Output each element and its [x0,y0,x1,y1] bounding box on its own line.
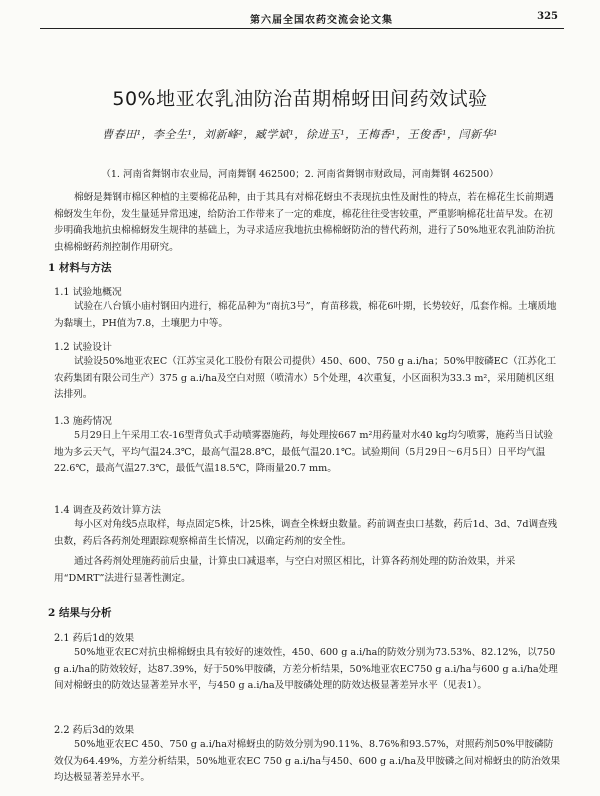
section-2-heading: 2 结果与分析 [48,607,112,619]
subsection-2-2-heading: 2.2 药后3d的效果 [54,725,135,736]
subsection-1-3-heading: 1.3 施药情况 [54,416,112,427]
section-1-heading: 1 材料与方法 [48,262,112,274]
subsection-2-1-text: 50%地亚农EC对抗虫棉棉蚜虫具有较好的速效性，450、600 g a.i/ha的防效分别为73.53%、82.12%，以750 g a.i/ha的防效较好，达87.39%，好于50%甲胺磷，方差分析结果，50%地亚农EC750 g a.i/ha与600 g a.i/ha处理间对棉蚜虫的防效达显著差异水平，与450 g a.i/ha及甲胺磷处理的防效达极显著差异水平（见表1）。 [54,647,558,691]
subsection-1-1-heading: 1.1 试验地概况 [54,287,122,298]
subsection-1-3-text: 5月29日上午采用工农-16型背负式手动喷雾器施药，每处理按667 m²用药量对水40 kg均匀喷雾，施药当日试验地为多云天气，平均气温24.3℃，最高气温28.8℃，最低气温20.1℃。试验期间（5月29日～6月5日）日平均气温22.6℃，最高气温27.3℃，最低气温18.5℃，降雨量20.7 mm。 [54,430,554,474]
intro-paragraph: 棉蚜是舞钢市棉区种植的主要棉花品种，由于其具有对棉花蚜虫不表现抗虫性及耐性的特点，若在棉花生长前期遇棉蚜发生年份，发生量延异常迅速，给防治工作带来了一定的难度，棉花往往受害较重，严重影响棉花壮苗早发。在初步明确我地抗虫棉棉蚜发生规律的基础上，为寻求适应我地抗虫棉棉蚜防治的替代药剂，进行了50%地亚农乳油防治抗虫棉棉蚜药剂控制作用研究。 [54,192,556,253]
subsection-1-1-text: 试验在八台镇小庙村钢田内进行，棉花品种为“南抗3号”，育苗移栽，棉花6叶期，长势较好，瓜套作棉。土壤质地为黏壤土，PH值为7.8，土壤肥力中等。 [54,301,557,329]
subsection-2-2-text: 50%地亚农EC 450、750 g a.i/ha对棉蚜虫的防效分别为90.11%、8.76%和93.57%，对照药剂50%甲胺磷防效仅为64.49%，方差分析结果，50%地亚农EC 750 g a.i/ha与450、600 g a.i/ha及甲胺磷之间对棉蚜虫的防治效果均达极显著差异水平。 [54,739,561,783]
subsection-1-4-text-2: 通过各药剂处理施药前后虫量，计算虫口减退率，与空白对照区相比，计算各药剂处理的防治效果，并采用“DMRT”法进行显著性测定。 [54,556,516,584]
subsection-1-2-text: 试验设50%地亚农EC（江苏宝灵化工股份有限公司提供）450、600、750 g a.i/ha；50%甲胺磷EC（江苏化工农药集团有限公司生产）375 g a.i/ha及空白对照（喷清水）5个处理，4次重复，小区面积为33.3 m²，采用随机区组法排列。 [54,356,557,400]
running-header [40,10,564,29]
affiliation: （1. 河南省舞钢市农业局，河南舞钢 462500；2. 河南省舞钢市财政局，河南舞钢 462500） [101,169,499,180]
subsection-1-4-heading: 1.4 调查及药效计算方法 [54,505,161,516]
article-title: 50%地亚农乳油防治苗期棉蚜田间药效试验 [112,88,488,110]
subsection-1-2-heading: 1.2 试验设计 [54,342,112,353]
subsection-2-1-heading: 2.1 药后1d的效果 [54,633,135,644]
page-number: 325 [537,11,558,22]
journal-title: 第六届全国农药交流会论文集 [250,15,393,26]
subsection-1-4-text-1: 每小区对角线5点取样，每点固定5株，计25株，调查全株蚜虫数量。药前调查虫口基数，药后1d、3d、7d调查残虫数，药后各药剂处理跟踪观察棉苗生长情况，以确定药剂的安全性。 [54,519,558,547]
author-list: 曹春田¹，李全生¹，刘新峰²，臧学斌¹，徐进玉¹，王梅香¹，王俊香¹，闫新华¹ [102,128,498,141]
